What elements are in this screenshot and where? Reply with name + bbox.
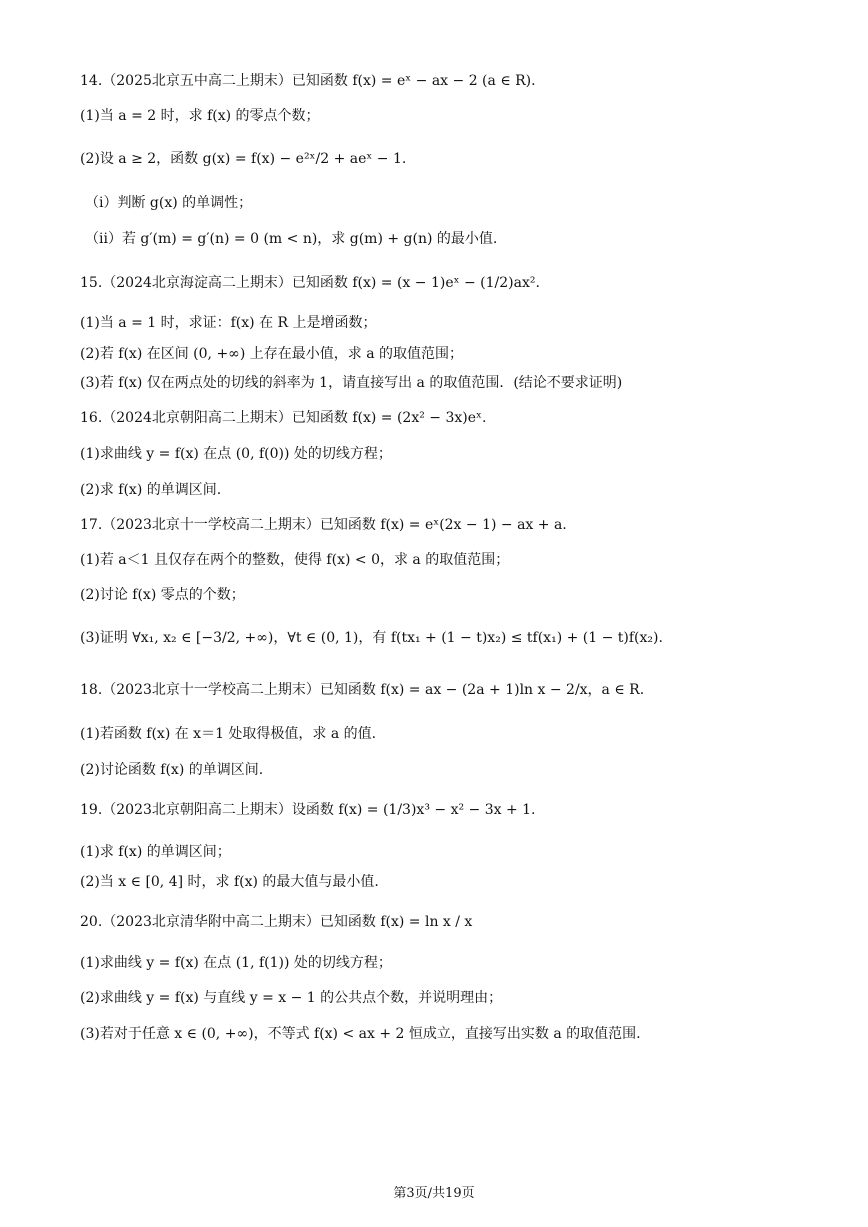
problem-18-part-2: (2)讨论函数 f(x) 的单调区间. [80, 762, 264, 778]
page-footer: 第3页/共19页 [393, 1186, 475, 1201]
problem-19-stem: 19.（2023北京朝阳高二上期末）设函数 f(x) = (1/3)x³ − x² − 3x + 1. [80, 802, 536, 818]
problem-15-part-1: (1)当 a = 1 时，求证：f(x) 在 R 上是增函数； [80, 315, 377, 331]
problem-14-part-1: (1)当 a = 2 时，求 f(x) 的零点个数； [80, 108, 320, 124]
problem-14-part-2: (2)设 a ≥ 2，函数 g(x) = f(x) − e²ˣ/2 + aeˣ − 1. [80, 151, 407, 167]
problem-14-part-2-ii: （ii）若 g′(m) = g′(n) = 0 (m < n)，求 g(m) + g(n) 的最小值. [85, 231, 498, 247]
problem-15-part-3: (3)若 f(x) 仅在两点处的切线的斜率为 1，请直接写出 a 的取值范围．(结论不要求证明) [80, 375, 623, 391]
problem-16-part-2: (2)求 f(x) 的单调区间. [80, 482, 222, 498]
problem-15-part-2: (2)若 f(x) 在区间 (0, +∞) 上存在最小值，求 a 的取值范围； [80, 346, 464, 362]
problem-17-part-2: (2)讨论 f(x) 零点的个数； [80, 587, 245, 603]
problem-20-part-1: (1)求曲线 y = f(x) 在点 (1, f(1)) 处的切线方程； [80, 955, 392, 971]
problem-14-stem: 14.（2025北京五中高二上期末）已知函数 f(x) = eˣ − ax − 2 (a ∈ R). [80, 73, 536, 89]
problem-20-stem: 20.（2023北京清华附中高二上期末）已知函数 f(x) = ln x / x [80, 914, 473, 930]
problem-20-part-2: (2)求曲线 y = f(x) 与直线 y = x − 1 的公共点个数，并说明理由； [80, 990, 503, 1006]
problem-17-part-1: (1)若 a＜1 且仅存在两个的整数，使得 f(x) < 0，求 a 的取值范围； [80, 552, 510, 568]
problem-19-part-1: (1)求 f(x) 的单调区间； [80, 844, 231, 860]
problem-16-stem: 16.（2024北京朝阳高二上期末）已知函数 f(x) = (2x² − 3x)eˣ. [80, 410, 487, 426]
problem-19-part-2: (2)当 x ∈ [0, 4] 时，求 f(x) 的最大值与最小值. [80, 874, 379, 890]
problem-17-part-3: (3)证明 ∀x₁, x₂ ∈ [−3/2, +∞)，∀t ∈ (0, 1)，有 f(tx₁ + (1 − t)x₂) ≤ tf(x₁) + (1 − t)f(x₂). [80, 630, 663, 646]
problem-16-part-1: (1)求曲线 y = f(x) 在点 (0, f(0)) 处的切线方程； [80, 446, 392, 462]
problem-17-stem: 17.（2023北京十一学校高二上期末）已知函数 f(x) = eˣ(2x − 1) − ax + a. [80, 517, 567, 533]
problem-15-stem: 15.（2024北京海淀高二上期末）已知函数 f(x) = (x − 1)eˣ − (1/2)ax². [80, 275, 540, 291]
problem-18-part-1: (1)若函数 f(x) 在 x＝1 处取得极值，求 a 的值. [80, 726, 377, 742]
problem-18-stem: 18.（2023北京十一学校高二上期末）已知函数 f(x) = ax − (2a + 1)ln x − 2/x，a ∈ R. [80, 682, 645, 698]
problem-14-part-2-i: （i）判断 g(x) 的单调性； [85, 195, 253, 211]
problem-20-part-3: (3)若对于任意 x ∈ (0, +∞)，不等式 f(x) < ax + 2 恒成立，直接写出实数 a 的取值范围. [80, 1026, 641, 1042]
